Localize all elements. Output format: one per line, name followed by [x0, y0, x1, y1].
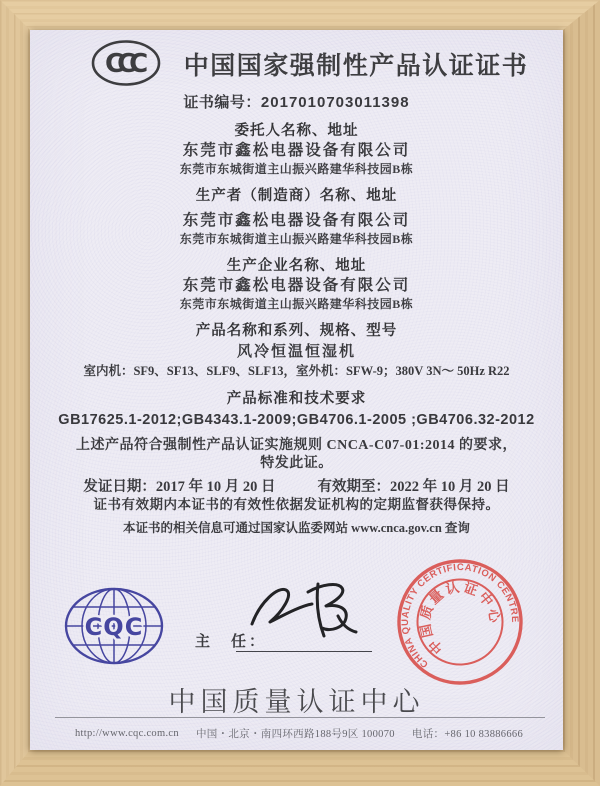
product-name: 风冷恒温恒湿机: [236, 344, 356, 360]
factory-address: 东莞市东城街道主山振兴路建华科技园B栋: [179, 297, 414, 311]
section-heading-applicant: 委托人名称、地址: [234, 123, 359, 139]
valid-until-label: 有效期至：: [317, 479, 390, 495]
section-heading-factory: 生产企业名称、地址: [226, 258, 367, 274]
svg-text:CHINA QUALITY CERTIFICATION: [392, 554, 526, 673]
wood-frame-bottom: [0, 750, 600, 786]
issue-date-label: 发证日期：: [83, 479, 156, 495]
issuing-org-name: 中国质量认证中心: [168, 687, 425, 717]
ccc-mark-letters: CCC: [105, 49, 142, 79]
director-signature: [242, 572, 372, 652]
manufacturer-name: 东莞市鑫松电器设备有限公司: [182, 212, 411, 229]
director-label: 主 任：: [195, 634, 268, 650]
cqc-logo-letters: CQC: [84, 613, 144, 641]
valid-until-value: 2022 年 10 月 20 日: [390, 479, 510, 495]
standards-list: GB17625.1-2012;GB4343.1-2009;GB4706.1-2005 ;GB4706.32-2012: [58, 412, 535, 428]
certificate-number-value: 2017010703011398: [260, 94, 410, 111]
wood-frame-left: [0, 0, 30, 786]
footer-address: 中国・北京・南四环西路188号9区 100070: [195, 729, 395, 740]
footer-website: http://www.cqc.com.cn: [75, 728, 179, 739]
wood-frame-top: [0, 0, 600, 30]
ccc-mark-icon: [90, 39, 162, 87]
section-heading-standards: 产品标准和技术要求: [226, 391, 367, 407]
certificate-number: [30, 94, 563, 113]
footer: [30, 726, 563, 741]
statement-line1: 上述产品符合强制性产品认证实施规则 CNCA-C07-01:2014 的要求，: [75, 438, 518, 453]
section-heading-manufacturer: 生产者（制造商）名称、地址: [195, 188, 398, 204]
product-models: 室内机：SF9、SF13、SLF9、SLF13，室外机：SFW-9；380V 3N～ 50Hz R22: [83, 364, 510, 378]
certificate-title: 中国国家强制性产品认证证书: [183, 53, 529, 80]
applicant-name: 东莞市鑫松电器设备有限公司: [182, 142, 411, 159]
validity-note: 证书有效期内本证书的有效性依据发证机构的定期监督获得保持。: [93, 497, 500, 512]
manufacturer-address: 东莞市东城街道主山振兴路建华科技园B栋: [179, 232, 414, 246]
issue-date-value: 2017 年 10 月 20 日: [155, 479, 276, 495]
statement-line2: 特发此证。: [260, 456, 333, 471]
certificate-number-label: 证书编号：: [183, 95, 261, 111]
wood-frame-right: [563, 0, 600, 786]
factory-name: 东莞市鑫松电器设备有限公司: [182, 277, 411, 294]
section-heading-product: 产品名称和系列、规格、型号: [195, 323, 398, 339]
footer-phone: 电话：+86 10 83886666: [411, 729, 523, 740]
dates-row: [30, 478, 563, 496]
seal-inner-text: 中国质量认证中心: [417, 579, 503, 657]
cqc-red-seal: [392, 554, 528, 690]
certificate-paper: [30, 30, 563, 750]
seal-ring-text: CHINA QUALITY CERTIFICATION CENTRE: [400, 562, 521, 670]
info-note: 本证书的相关信息可通过国家认监委网站 www.cnca.gov.cn 查询: [123, 521, 470, 535]
footer-divider: [55, 717, 545, 718]
signature-underline: [236, 651, 372, 652]
cqc-globe-icon: [62, 586, 166, 666]
applicant-address: 东莞市东城街道主山振兴路建华科技园B栋: [179, 162, 414, 176]
